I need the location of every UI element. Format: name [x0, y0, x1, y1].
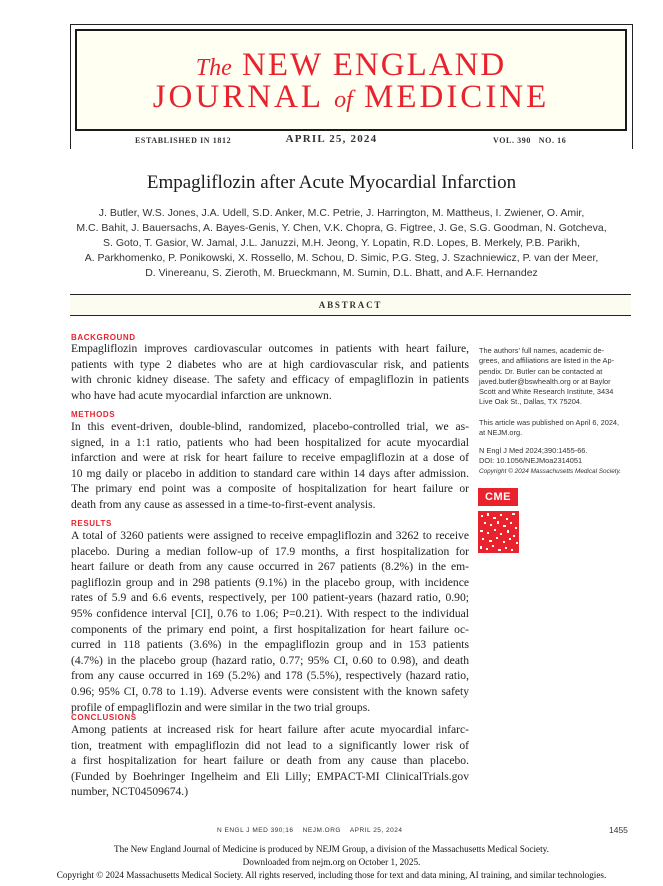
text-line: from any cause occurred in 169 (5.2%) and 178 (5.5%), respectively (hazard ratio,	[71, 669, 469, 683]
text-line: (4.7%) in the placebo group (hazard ratio, 0.77; 95% CI, 0.60 to 0.98), and death	[71, 653, 469, 667]
results-heading: RESULTS	[71, 519, 112, 528]
running-footer: N ENGL J MED 390;16 NEJM.ORG APRIL 25, 2024	[217, 827, 403, 834]
text-line: Downloaded from nejm.org on October 1, 2025.	[242, 857, 421, 867]
text-line: placebo. During a median follow-up of 17.9 months, a first hospitalization for	[71, 544, 469, 558]
author-line: M.C. Bahit, J. Bauersachs, A. Bayes-Genis, Y. Chen, V.K. Chopra, G. Figtree, J. Ge, S.G. Goodman, N. Gotcheva,	[76, 222, 607, 234]
text-line: In this event-driven, double-blind, randomized, placebo-controlled trial, we as-	[71, 420, 469, 433]
established-label: ESTABLISHED IN 1812	[135, 136, 232, 145]
qr-code-icon[interactable]	[478, 511, 519, 553]
background-text	[71, 341, 469, 403]
text-line: profile of empagliflozin and were similar in the two trial groups.	[71, 700, 371, 714]
masthead-journal: JOURNAL	[152, 79, 323, 115]
author-list	[60, 206, 623, 281]
text-line: death from any cause as assessed in a time-to-first-event analysis.	[71, 497, 376, 511]
text-line: The New England Journal of Medicine is produced by NEJM Group, a division of the Massachusetts Medical Society.	[114, 844, 549, 854]
text-line: pendix. Dr. Butler can be contacted at	[479, 366, 603, 376]
text-line: a first hospitalization for heart failure or death from any cause than placebo.	[71, 754, 469, 768]
text-line: (Funded by Boehringer Ingelheim and Eli Lilly; EMPACT-MI ClinicalTrials.gov	[71, 769, 469, 783]
author-line: S. Goto, T. Gasior, W. Jamal, J.L. Januzzi, M.H. Jeong, Y. Lopatin, R.D. Lopes, B. Merkely, P.B. Parikh,	[103, 237, 580, 249]
issue-date: APRIL 25, 2024	[285, 133, 378, 145]
masthead-new-england: NEW ENGLAND	[241, 47, 507, 83]
background-heading: BACKGROUND	[71, 333, 136, 342]
download-notice	[0, 843, 663, 882]
masthead	[75, 29, 627, 131]
masthead-medicine: MEDICINE	[363, 79, 550, 115]
masthead-of: of	[334, 87, 353, 113]
citation-block	[479, 446, 639, 477]
masthead-the: The	[195, 55, 232, 81]
text-line: signed, in a 1:1 ratio, patients who had been hospitalized for acute myocardial	[71, 435, 469, 449]
article-title: Empagliflozin after Acute Myocardial Infarction	[146, 172, 517, 193]
text-line: Empagliflozin improves cardiovascular outcomes in patients with heart failure,	[71, 342, 469, 355]
text-line: Live Oak St., Dallas, TX 75204.	[479, 397, 582, 407]
abstract-heading: ABSTRACT	[70, 294, 631, 316]
text-line: grees, and affiliations are listed in the Ap-	[479, 356, 615, 366]
doi-link[interactable]: DOI: 10.1056/NEJMoa2314051	[479, 456, 583, 466]
cme-badge[interactable]: CME	[478, 488, 518, 506]
text-line: who have had acute myocardial infarction are unknown.	[71, 388, 332, 402]
methods-text	[71, 419, 469, 513]
author-line: D. Vinereanu, S. Zieroth, M. Brueckmann, M. Sumin, D.L. Bhatt, and A.F. Hernandez	[145, 267, 538, 279]
text-line: pagliflozin group and in 298 patients (9.1%) in the placebo group, with incidence	[71, 575, 469, 589]
methods-heading: METHODS	[71, 410, 116, 419]
text-line: patients with type 2 diabetes who are at high cardiovascular risk, and patients	[71, 357, 469, 371]
text-line: curred in 118 patients (3.6%) in the empagliflozin group and in 153 patients	[71, 638, 469, 652]
text-line: Among patients at increased risk for heart failure after acute myocardial infarc-	[71, 723, 469, 736]
text-line: heart failure or death from any cause occurred in 267 patients (8.2%) in the em-	[71, 560, 469, 574]
page-number: 1455	[609, 825, 628, 835]
author-line: J. Butler, W.S. Jones, J.A. Udell, S.D. Anker, M.C. Petrie, J. Harrington, M. Mattheus, I. Zwiener, O. Amir,	[98, 207, 585, 219]
text-line: tion, treatment with empagliflozin did not lead to a significantly lower risk of	[71, 738, 469, 752]
text-line: Copyright © 2024 Massachusetts Medical Society. All rights reserved, including those for text and data mining, AI training, and similar technologies.	[56, 870, 607, 880]
text-line: components of the primary end point, a first hospitalization for heart failure oc-	[71, 622, 469, 636]
text-line: Scott and White Research Institute, 3434	[479, 387, 614, 397]
text-line: This article was published on April 6, 2024,	[479, 418, 620, 427]
author-note	[479, 346, 639, 408]
text-line: number, NCT04509674.)	[71, 785, 189, 799]
conclusions-text	[71, 722, 469, 800]
author-line: A. Parkhomenko, P. Ponikowski, X. Rossello, M. Schou, D. Simic, P.G. Steg, J. Szachniewicz, P. van der Meer,	[84, 252, 599, 264]
publication-note	[479, 418, 639, 439]
text-line: with chronic kidney disease. The safety and efficacy of empagliflozin in patients	[71, 373, 469, 387]
text-line: The authors' full names, academic de-	[479, 346, 605, 355]
text-line: A total of 3260 patients were assigned to receive empagliflozin and 3262 to receive	[71, 529, 469, 542]
results-text	[71, 528, 469, 715]
text-line: infarction and were at risk for heart failure to receive empagliflozin at a dose of	[71, 451, 469, 465]
volume-number: VOL. 390 NO. 16	[493, 136, 567, 145]
text-line: The primary end point was a composite of hospitalization for heart failure or	[71, 482, 469, 496]
text-line: rates of 5.9 and 6.6 events, respectively, per 100 patient-years (hazard ratio, 0.90;	[71, 591, 469, 605]
text-line: 0.96; 95% CI, 0.78 to 1.19). Adverse events were consistent with the known safety	[71, 684, 469, 698]
citation: N Engl J Med 2024;390:1455-66.	[479, 446, 588, 455]
text-line: 95% confidence interval [CI], 0.76 to 1.06; P=0.21). With respect to the individual	[71, 606, 469, 620]
author-email-link[interactable]: javed.butler@bswhealth.org or at Baylor	[479, 376, 611, 386]
masthead-line-2	[77, 79, 625, 116]
text-line: at NEJM.org.	[479, 428, 523, 438]
text-line: 10 mg daily or placebo in addition to standard care within 14 days after admission.	[71, 466, 469, 480]
conclusions-heading: CONCLUSIONS	[71, 713, 137, 722]
copyright-note: Copyright © 2024 Massachusetts Medical Society.	[479, 467, 622, 475]
